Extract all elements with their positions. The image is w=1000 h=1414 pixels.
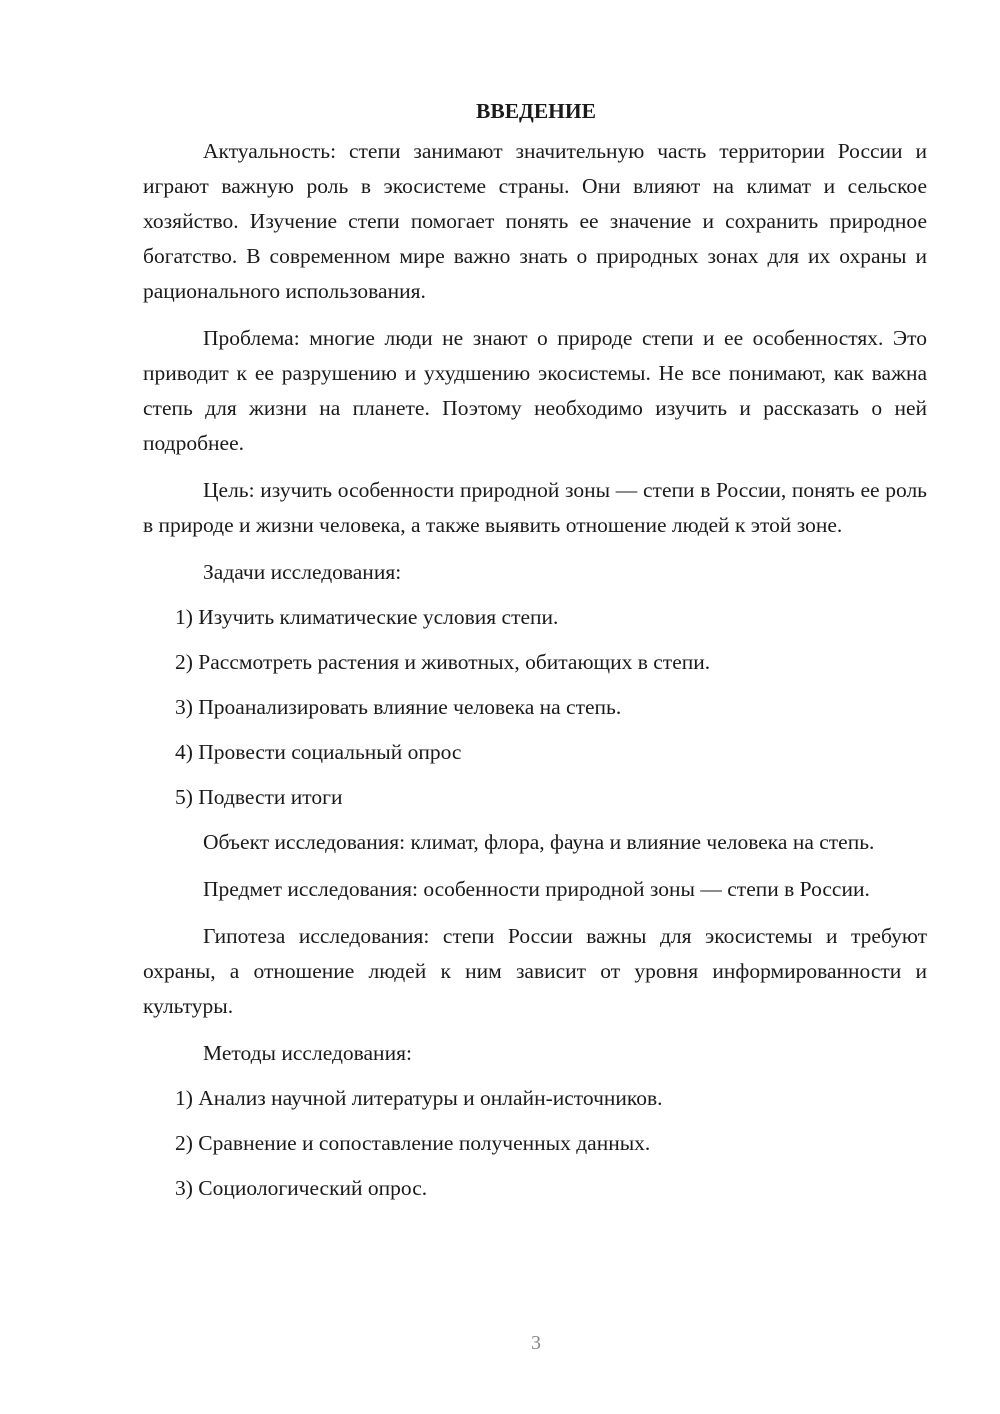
methods-list — [143, 1081, 927, 1206]
page-number: 3 — [531, 1332, 541, 1354]
relevance-paragraph: Актуальность: степи занимают значительную часть территории России и играют важную роль в экосистеме страны. Они влияют на климат и сельское хозяйство. Изучение степи помогает понять ее значение и сохранить природное богатство. В современном мире важно знать о природных зонах для их охраны и рационального использования. — [143, 139, 927, 303]
page-content — [143, 96, 927, 1216]
problem-paragraph: Проблема: многие люди не знают о природе степи и ее особенностях. Это приводит к ее разрушению и ухудшению экосистемы. Не все понимают, как важна степь для жизни на планете. Поэтому необходимо изучить и рассказать о ней подробнее. — [143, 326, 927, 455]
list-item: 2) Сравнение и сопоставление полученных данных. — [175, 1131, 651, 1155]
hypothesis-paragraph: Гипотеза исследования: степи России важны для экосистемы и требуют охраны, а отношение людей к ним зависит от уровня информированности и культуры. — [143, 924, 927, 1018]
tasks-heading: Задачи исследования: — [203, 560, 402, 584]
methods-heading: Методы исследования: — [203, 1041, 412, 1065]
goal-paragraph: Цель: изучить особенности природной зоны — степи в России, понять ее роль в природе и жизни человека, а также выявить отношение людей к этой зоне. — [143, 478, 927, 537]
page-title: ВВЕДЕНИЕ — [476, 99, 596, 123]
tasks-list — [143, 600, 927, 815]
list-item: 2) Рассмотреть растения и животных, обитающих в степи. — [175, 650, 711, 674]
subject-paragraph: Предмет исследования: особенности природной зоны — степи в России. — [203, 877, 870, 901]
list-item: 5) Подвести итоги — [175, 785, 343, 809]
object-paragraph: Объект исследования: климат, флора, фауна и влияние человека на степь. — [203, 830, 875, 854]
list-item: 1) Анализ научной литературы и онлайн-источников. — [175, 1086, 663, 1110]
list-item: 3) Социологический опрос. — [175, 1176, 428, 1200]
list-item: 3) Проанализировать влияние человека на степь. — [175, 695, 622, 719]
list-item: 4) Провести социальный опрос — [175, 740, 462, 764]
list-item: 1) Изучить климатические условия степи. — [175, 605, 559, 629]
